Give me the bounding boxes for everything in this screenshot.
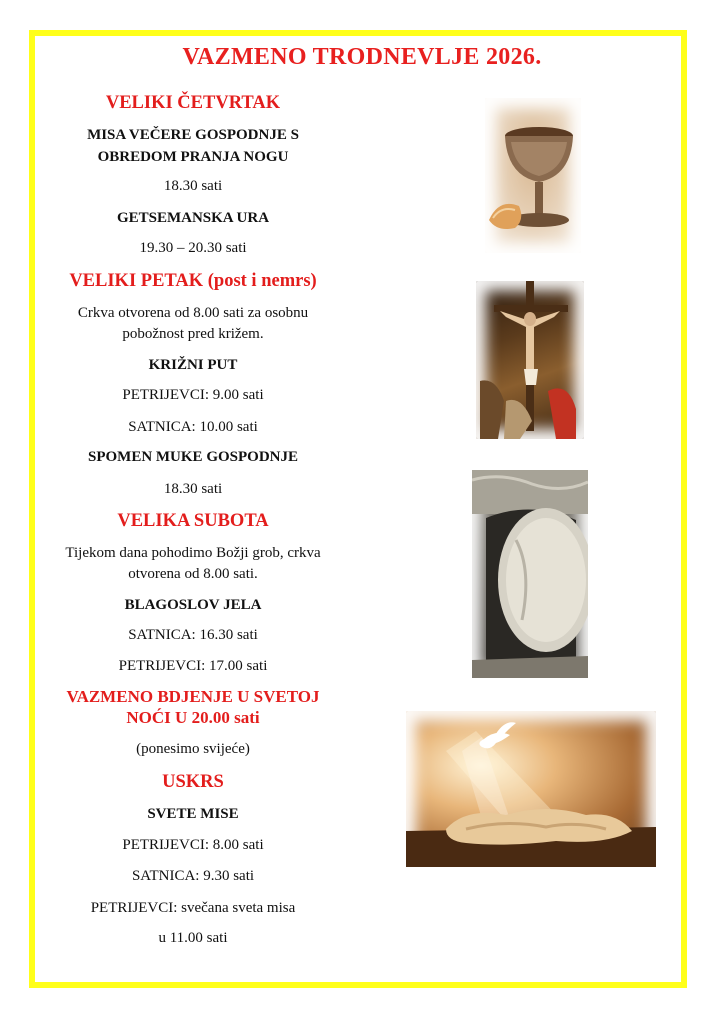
vigil-line1: VAZMENO BDJENJE U SVETOJ [66,687,320,706]
easter-time3-line2: u 11.00 sati [158,930,228,946]
easter-time2: SATNICA: 9.30 sati [131,868,255,884]
vigil-note: (ponesimo svijeće) [136,741,250,757]
blessing-title: BLAGOSLOV JELA [124,597,262,613]
tomb-image [472,470,588,678]
chalice-image [485,98,581,253]
tomb-icon [472,470,588,678]
crucifix-icon [476,281,584,439]
easter-time1: PETRIJEVCI: 8.00 sati [122,837,264,853]
saturday-note-line2: otvorena od 8.00 sati. [128,566,258,582]
mass-title-line1: MISA VEČERE GOSPODNJE S [87,127,299,143]
gethsemane-title: GETSEMANSKA URA [116,210,270,226]
heading-easter: USKRS [162,772,224,792]
passion-title: SPOMEN MUKE GOSPODNJE [87,449,298,465]
easter-time3-line1: PETRIJEVCI: svečana sveta misa [90,900,296,916]
heading-thursday: VELIKI ČETVRTAK [105,93,281,113]
saturday-note-line1: Tijekom dana pohodimo Božji grob, crkva [65,545,321,561]
gethsemane-time: 19.30 – 20.30 sati [139,240,247,256]
chalice-icon [485,98,581,253]
friday-note-line1: Crkva otvorena od 8.00 sati za osobnu [77,305,309,321]
resurrection-image [406,711,656,867]
way-of-cross-time1: PETRIJEVCI: 9.00 sati [122,387,264,403]
mass-title-line2: OBREDOM PRANJA NOGU [97,149,289,165]
blessing-time1: SATNICA: 16.30 sati [128,627,258,643]
page-title: VAZMENO TRODNEVLJE 2026. [182,44,542,70]
heading-friday: VELIKI PETAK (post i nemrs) [69,271,317,291]
vigil-line2: NOĆI U 20.00 sati [126,708,260,727]
mass-time: 18.30 sati [163,178,223,194]
passion-time: 18.30 sati [163,481,223,497]
crucifixion-image [476,281,584,439]
way-of-cross-title: KRIŽNI PUT [148,357,238,373]
way-of-cross-time2: SATNICA: 10.00 sati [128,419,258,435]
blessing-time2: PETRIJEVCI: 17.00 sati [118,658,268,674]
friday-note-line2: pobožnost pred križem. [122,326,264,342]
heading-saturday: VELIKA SUBOTA [117,511,269,531]
dove-icon [406,711,656,867]
easter-masses-title: SVETE MISE [147,806,239,822]
